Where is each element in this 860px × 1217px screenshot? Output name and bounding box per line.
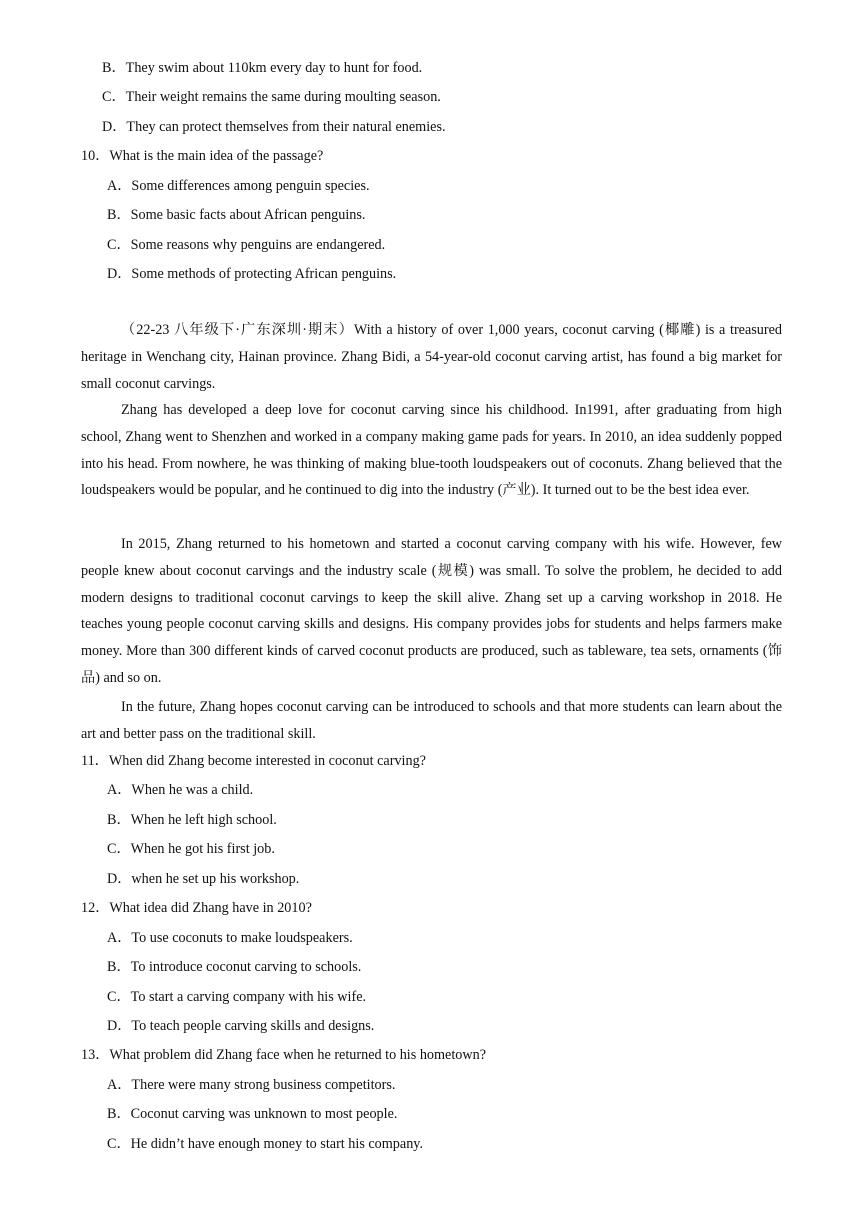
q11-option-d: D．when he set up his workshop. (107, 871, 300, 887)
q12-option-b: B．To introduce coconut carving to schools. (107, 959, 362, 975)
q9-option-c: C．Their weight remains the same during moulting season. (102, 89, 441, 105)
q13-question: 13．What problem did Zhang face when he returned to his hometown? (81, 1047, 487, 1063)
passage-paragraph-4: In the future, Zhang hopes coconut carving can be introduced to schools and that more students can learn about the art and better pass on the traditional skill. (81, 699, 782, 742)
q12-option-d: D．To teach people carving skills and designs. (107, 1018, 375, 1034)
q10-option-b: B．Some basic facts about African penguins. (107, 207, 366, 223)
q11-option-a: A．When he was a child. (107, 782, 254, 798)
q11-option-b: B．When he left high school. (107, 812, 277, 828)
passage-paragraph-2: Zhang has developed a deep love for coconut carving since his childhood. In1991, after graduating from high school, Zhang went to Shenzhen and worked in a company making game pads for years. In 2010, an idea suddenly popped into his head. From nowhere, he was thinking of making blue-tooth loudspeakers out of coconuts. Zhang believed that the loudspeakers would be popular, and he continued to dig into the industry (产业). It turned out to be the best idea ever. (81, 402, 782, 499)
q10-option-c: C．Some reasons why penguins are endangered. (107, 237, 386, 253)
q13-option-a: A．There were many strong business competitors. (107, 1077, 396, 1093)
q12-option-a: A．To use coconuts to make loudspeakers. (107, 930, 353, 946)
q11-question: 11．When did Zhang become interested in coconut carving? (81, 753, 426, 769)
q13-option-c: C．He didn’t have enough money to start his company. (107, 1136, 424, 1152)
q11-option-c: C．When he got his first job. (107, 841, 275, 857)
q9-option-d: D．They can protect themselves from their natural enemies. (102, 119, 446, 135)
q10-option-a: A．Some differences among penguin species. (107, 178, 370, 194)
q10-question: 10．What is the main idea of the passage? (81, 148, 324, 164)
q10-option-d: D．Some methods of protecting African penguins. (107, 266, 397, 282)
q13-option-b: B．Coconut carving was unknown to most people. (107, 1106, 398, 1122)
q12-question: 12．What idea did Zhang have in 2010? (81, 900, 312, 916)
passage-paragraph-1: （22-23 八年级下·广东深圳·期末）With a history of over 1,000 years, coconut carving (椰雕) is a treasured heritage in Wenchang city, Hainan province. Zhang Bidi, a 54-year-old coconut carving artist, has found a big market for small coconut carvings. (81, 322, 782, 392)
q9-option-b: B．They swim about 110km every day to hunt for food. (102, 60, 423, 76)
q12-option-c: C．To start a carving company with his wife. (107, 989, 367, 1005)
passage-paragraph-3: In 2015, Zhang returned to his hometown and started a coconut carving company with his wife. However, few people knew about coconut carvings and the industry scale (规模) was small. To solve the problem, he decided to add modern designs to traditional coconut carvings to keep the skill alive. Zhang set up a carving workshop in 2018. He teaches young people coconut carving skills and designs. His company provides jobs for students and helps farmers make money. More than 300 different kinds of carved coconut products are produced, such as tableware, tea sets, ornaments (饰品) and so on. (81, 536, 782, 686)
